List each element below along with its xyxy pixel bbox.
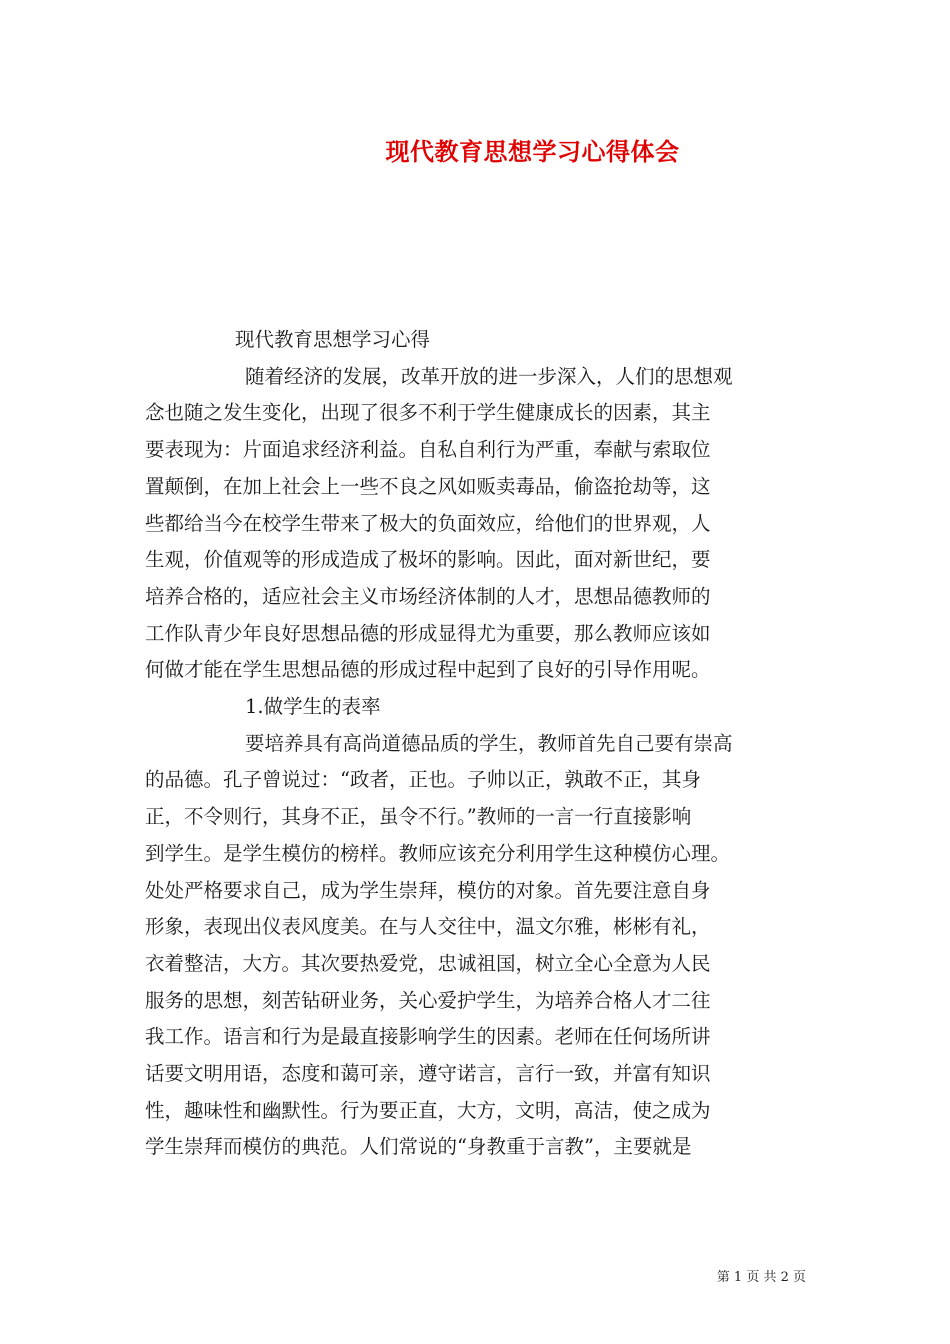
paragraph-line: 学生崇拜而模仿的典范。人们常说的“身教重于言教”，主要就是 xyxy=(145,1135,692,1159)
paragraph-line: 要培养具有高尚道德品质的学生，教师首先自己要有崇高 xyxy=(245,731,733,755)
paragraph-line: 培养合格的，适应社会主义市场经济体制的人才，思想品德教师的 xyxy=(145,584,711,608)
paragraph-line: 工作队青少年良好思想品德的形成显得尤为重要，那么教师应该如 xyxy=(145,621,711,645)
paragraph-line: 我工作。语言和行为是最直接影响学生的因素。老师在任何场所讲 xyxy=(145,1025,711,1049)
paragraph-line: 形象，表现出仪表风度美。在与人交往中，温文尔雅，彬彬有礼， xyxy=(145,915,711,939)
paragraph-line: 话要文明用语，态度和蔼可亲，遵守诺言，言行一致，并富有知识 xyxy=(145,1062,711,1086)
document-subtitle: 现代教育思想学习心得 xyxy=(235,328,431,351)
section-heading: 1.做学生的表率 xyxy=(245,695,381,719)
paragraph-line: 置颠倒，在加上社会上一些不良之风如贩卖毒品，偷盗抢劫等，这 xyxy=(145,474,711,498)
document-title: 现代教育思想学习心得体会 xyxy=(385,137,680,166)
page-number-footer: 第 1 页 共 2 页 xyxy=(716,1270,806,1285)
paragraph-line: 衣着整洁，大方。其次要热爱党，忠诚祖国，树立全心全意为人民 xyxy=(145,951,711,975)
paragraph-line: 念也随之发生变化，出现了很多不利于学生健康成长的因素，其主 xyxy=(145,401,711,425)
paragraph-line: 到学生。是学生模仿的榜样。教师应该充分利用学生这种模仿心理。 xyxy=(145,841,731,865)
paragraph-line: 要表现为：片面追求经济利益。自私自利行为严重，奉献与索取位 xyxy=(145,438,711,462)
paragraph-line: 性，趣味性和幽默性。行为要正直，大方，文明，高洁，使之成为 xyxy=(145,1098,711,1122)
paragraph-line: 处处严格要求自己，成为学生崇拜，模仿的对象。首先要注意自身 xyxy=(145,878,711,902)
paragraph-line: 服务的思想，刻苦钻研业务，关心爱护学生，为培养合格人才二往 xyxy=(145,988,711,1012)
paragraph-line: 何做才能在学生思想品德的形成过程中起到了良好的引导作用呢。 xyxy=(145,658,711,682)
paragraph-line: 些都给当今在校学生带来了极大的负面效应，给他们的世界观，人 xyxy=(145,511,711,535)
paragraph-line: 的品德。孔子曾说过：“政者，正也。子帅以正，孰敢不正，其身 xyxy=(145,768,701,792)
document-body xyxy=(145,322,810,1166)
paragraph-line: 随着经济的发展，改革开放的进一步深入，人们的思想观 xyxy=(245,364,733,388)
paragraph-line: 正，不令则行，其身不正，虽令不行。”教师的一言一行直接影响 xyxy=(145,805,692,829)
paragraph-line: 生观，价值观等的形成造成了极坏的影响。因此，面对新世纪，要 xyxy=(145,548,711,572)
